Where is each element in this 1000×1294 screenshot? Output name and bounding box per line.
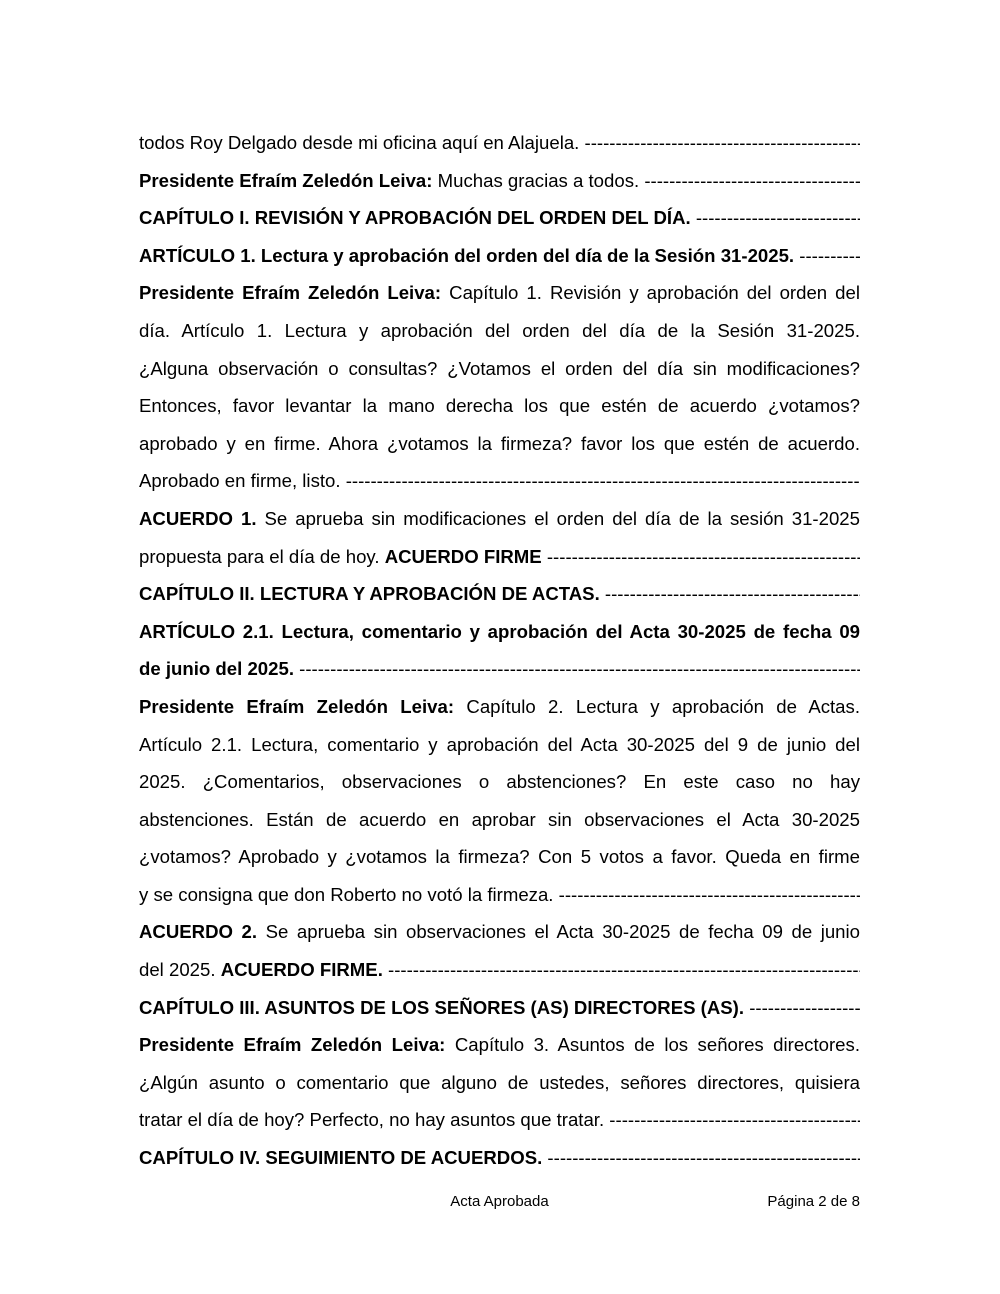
body-text: ¿votamos? Aprobado y ¿votamos la firmeza? Con 5 votos a favor. Queda en firme <box>139 846 860 868</box>
text-line <box>139 876 860 914</box>
text-line <box>139 162 860 200</box>
text-line <box>139 1064 860 1102</box>
body-text: todos Roy Delgado desde mi oficina aquí en Alajuela. <box>139 132 580 153</box>
text-line <box>139 1139 860 1177</box>
body-text: propuesta para el día de hoy. <box>139 545 385 567</box>
body-text: aprobado y en firme. Ahora ¿votamos la firmeza? favor los que estén de acuerdo. <box>139 432 860 454</box>
text-line <box>139 913 860 951</box>
text-line <box>139 199 860 237</box>
text-line <box>139 350 860 388</box>
body-text: 2025. ¿Comentarios, observaciones o abstenciones? En este caso no hay <box>139 771 860 793</box>
body-text: Capítulo 2. Lectura y aprobación de Actas. <box>454 695 860 717</box>
text-line <box>139 538 860 576</box>
body-text: abstenciones. Están de acuerdo en aprobar sin observaciones el Acta 30-2025 <box>139 808 860 830</box>
text-line <box>139 989 860 1027</box>
text-line <box>139 650 860 688</box>
text-line <box>139 124 860 162</box>
bold-text: ACUERDO 1. <box>139 507 257 529</box>
bold-text: CAPÍTULO III. ASUNTOS DE LOS SEÑORES (AS) DIRECTORES (AS). <box>139 996 745 1018</box>
text-line <box>139 237 860 275</box>
body-text: y se consigna que don Roberto no votó la firmeza. <box>139 883 554 905</box>
bold-text: Presidente Efraím Zeledón Leiva: <box>139 695 455 717</box>
bold-text: Presidente Efraím Zeledón Leiva: <box>139 1034 446 1056</box>
body-text: Capítulo 1. Revisión y aprobación del orden del <box>441 282 860 304</box>
text-line <box>139 763 860 801</box>
text-line <box>139 425 860 463</box>
body-text: Entonces, favor levantar la mano derecha los que estén de acuerdo ¿votamos? <box>139 395 860 417</box>
bold-text: ACUERDO 2. <box>139 921 258 943</box>
bold-text: de junio del 2025. <box>139 658 294 680</box>
text-line <box>139 575 860 613</box>
bold-text: CAPÍTULO IV. SEGUIMIENTO DE ACUERDOS. <box>139 1147 543 1169</box>
body-text: Muchas gracias a todos. <box>432 169 640 191</box>
body-text: ¿Alguna observación o consultas? ¿Votamos el orden del día sin modificaciones? <box>139 357 860 379</box>
body-text: Se aprueba sin observaciones el Acta 30-2025 de fecha 09 de junio <box>257 921 860 943</box>
body-text: del 2025. <box>139 959 221 981</box>
body-text: Aprobado en firme, listo. <box>139 470 341 492</box>
document-body <box>139 124 860 1177</box>
body-text: ¿Algún asunto o comentario que alguno de ustedes, señores directores, quisiera <box>139 1071 860 1093</box>
text-line <box>139 951 860 989</box>
text-line <box>139 274 860 312</box>
footer-status: Acta Aprobada <box>450 1193 549 1210</box>
text-line <box>139 500 860 538</box>
bold-text: ARTÍCULO 2.1. Lectura, comentario y aprobación del Acta 30-2025 de fecha 09 <box>139 620 860 642</box>
bold-text: ACUERDO FIRME <box>384 545 542 567</box>
bold-text: ARTÍCULO 1. Lectura y aprobación del orden del día de la Sesión 31-2025. <box>139 244 795 266</box>
text-line <box>139 688 860 726</box>
text-line <box>139 801 860 839</box>
text-line <box>139 462 860 500</box>
text-line <box>139 726 860 764</box>
bold-text: Presidente Efraím Zeledón Leiva: <box>139 282 442 304</box>
body-text: Se aprueba sin modificaciones el orden del día de la sesión 31-2025 <box>256 507 860 529</box>
text-line <box>139 613 860 651</box>
bold-text: ACUERDO FIRME. <box>220 959 383 981</box>
body-text: tratar el día de hoy? Perfecto, no hay asuntos que tratar. <box>139 1109 605 1131</box>
body-text: Artículo 2.1. Lectura, comentario y aprobación del Acta 30-2025 del 9 de junio del <box>139 733 860 755</box>
body-text: Capítulo 3. Asuntos de los señores directores. <box>445 1034 860 1056</box>
text-line <box>139 1026 860 1064</box>
text-line <box>139 312 860 350</box>
bold-text: Presidente Efraím Zeledón Leiva: <box>139 169 433 191</box>
text-line <box>139 838 860 876</box>
body-text: día. Artículo 1. Lectura y aprobación del orden del día de la Sesión 31-2025. <box>139 319 860 341</box>
bold-text: CAPÍTULO I. REVISIÓN Y APROBACIÓN DEL ORDEN DEL DÍA. <box>139 207 691 229</box>
text-line <box>139 387 860 425</box>
text-line <box>139 1101 860 1139</box>
bold-text: CAPÍTULO II. LECTURA Y APROBACIÓN DE ACTAS. <box>139 583 600 605</box>
page-number: Página 2 de 8 <box>767 1193 860 1210</box>
